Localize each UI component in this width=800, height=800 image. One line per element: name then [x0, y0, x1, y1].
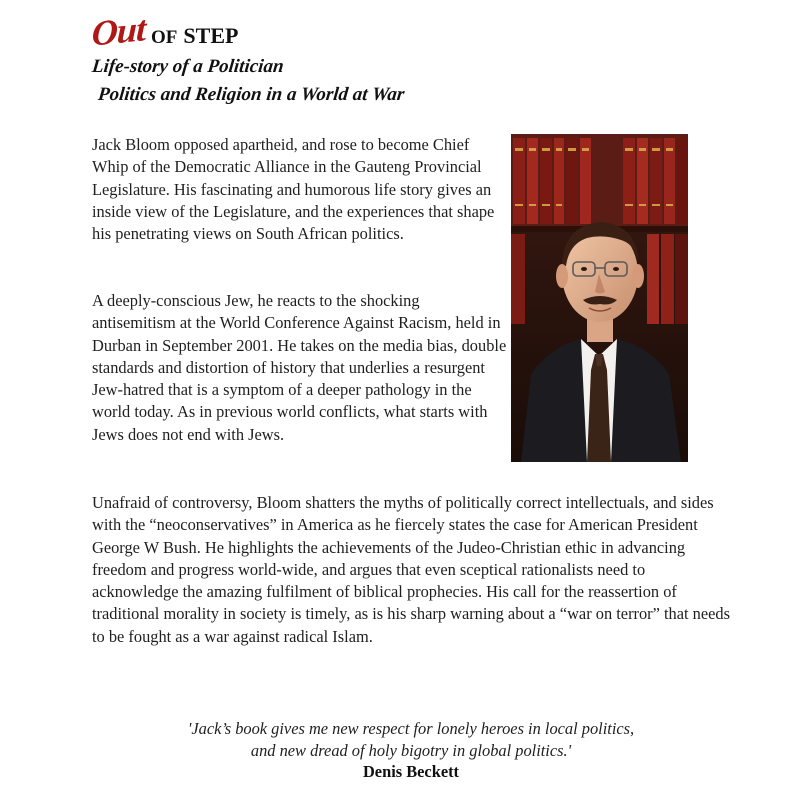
author-portrait-illustration: [511, 134, 688, 462]
book-title: [92, 10, 238, 52]
paragraph-antisemitism: A deeply-conscious Jew, he reacts to the shocking antisemitism at the World Conference Against Racism, held in Durban in September 2001. He takes on the media bias, double standards and distortion of history that underlies a resurgent Jew-hatred that is a symptom of a deeper pathology in the world today. As in previous world conflicts, what starts with Jews does not end with Jews.: [92, 291, 507, 444]
title-step-word: STEP: [183, 23, 239, 48]
subtitle-line-1: Life-story of a Politician: [90, 56, 285, 77]
title-out-word: Out: [91, 8, 146, 54]
author-portrait: [511, 134, 688, 462]
quote-line-1: 'Jack’s book gives me new respect for lonely heroes in local politics,: [187, 719, 635, 738]
paragraph-controversy: Unafraid of controversy, Bloom shatters the myths of politically correct intellectuals, and sides with the “neoconservatives” in America as he fiercely states the case for American President George W Bush. He highlights the achievements of the Judeo-Christian ethic in advancing freedom and progress world-wide, and argues that even sceptical rationalists need to acknowledge the amazing fulfilment of biblical prophecies. His call for the reassertion of traditional morality in society is timely, as is his sharp warning about a “war on terror” that needs to be fought as a war against radical Islam.: [92, 493, 731, 646]
quote-attribution: Denis Beckett: [362, 762, 460, 781]
paragraph-intro: Jack Bloom opposed apartheid, and rose to become Chief Whip of the Democratic Alliance in the Gauteng Provincial Legislature. His fascinating and humorous life story gives an inside view of the Legislature, and the experiences that shape his penetrating views on South African politics.: [92, 135, 495, 244]
subtitle-line-2: Politics and Religion in a World at War: [96, 84, 406, 105]
review-quote: [92, 718, 730, 762]
quote-line-2: and new dread of holy bigotry in global politics.': [250, 741, 572, 760]
title-of-word: OF: [151, 27, 178, 48]
